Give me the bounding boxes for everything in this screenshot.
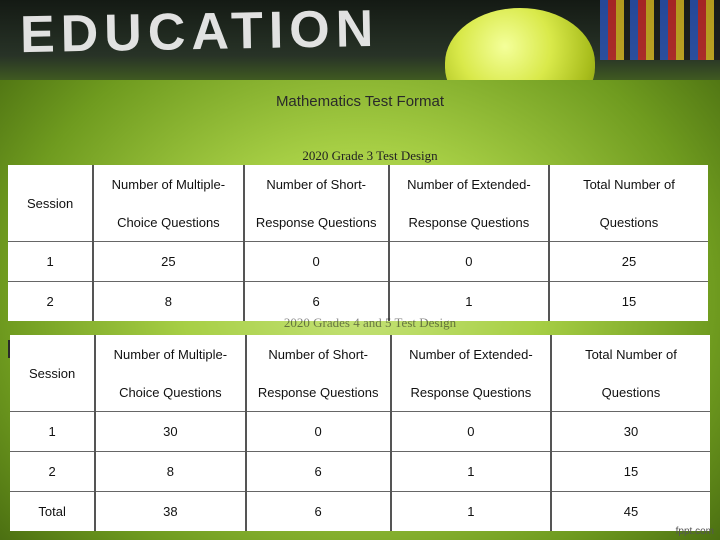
header-extended-response: Number of Extended- <box>389 165 549 203</box>
grades45-table <box>10 335 710 531</box>
header-multiple-choice: Number of Multiple- <box>95 335 245 373</box>
table-row <box>8 242 708 282</box>
cell-extended-response: 0 <box>389 242 549 282</box>
header-session: Session <box>10 335 95 412</box>
table-row <box>10 452 710 492</box>
header-extended-response-2: Response Questions <box>389 203 549 242</box>
header-multiple-choice-2: Choice Questions <box>93 203 243 242</box>
header-short-response: Number of Short- <box>246 335 391 373</box>
banner-word: EDUCATION <box>19 0 380 65</box>
cell-extended-response: 1 <box>391 452 551 492</box>
table1-caption: 2020 Grade 3 Test Design <box>302 148 438 163</box>
table-row <box>10 492 710 532</box>
slide-title: Mathematics Test Format <box>275 93 445 110</box>
header-session: Session <box>8 165 93 242</box>
cell-short-response: 6 <box>246 492 391 532</box>
cell-short-response: 6 <box>244 282 389 322</box>
banner-image <box>0 0 720 80</box>
cell-multiple-choice: 30 <box>95 412 245 452</box>
cell-multiple-choice: 25 <box>93 242 243 282</box>
cell-session: 1 <box>8 242 93 282</box>
cell-session: 2 <box>8 282 93 322</box>
cell-short-response: 0 <box>244 242 389 282</box>
cell-multiple-choice: 38 <box>95 492 245 532</box>
table2-caption: 2020 Grades 4 and 5 Test Design <box>283 315 457 330</box>
cell-total: 15 <box>549 282 708 322</box>
header-extended-response-2: Response Questions <box>391 373 551 412</box>
cell-extended-response: 1 <box>389 282 549 322</box>
cell-total: 45 <box>551 492 710 532</box>
header-total-2: Questions <box>601 384 661 400</box>
header-multiple-choice-2: Choice Questions <box>95 373 245 412</box>
header-short-response-2: Response Questions <box>244 203 389 242</box>
cell-multiple-choice: 8 <box>95 452 245 492</box>
cell-short-response: 0 <box>246 412 391 452</box>
cell-short-response: 6 <box>246 452 391 492</box>
header-extended-response: Number of Extended- <box>391 335 551 373</box>
header-total-2: Questions <box>599 214 659 230</box>
cell-session: 1 <box>10 412 95 452</box>
apple-image <box>445 8 595 80</box>
cell-extended-response: 1 <box>391 492 551 532</box>
cell-session: 2 <box>10 452 95 492</box>
cell-extended-response: 0 <box>391 412 551 452</box>
header-short-response: Number of Short- <box>244 165 389 203</box>
header-multiple-choice: Number of Multiple- <box>93 165 243 203</box>
header-total: Total Number of <box>585 346 677 362</box>
table-row <box>10 412 710 452</box>
cell-multiple-choice: 8 <box>93 282 243 322</box>
cell-total: 15 <box>551 452 710 492</box>
cell-session: Total <box>10 492 95 532</box>
pencils-image <box>600 0 720 60</box>
cell-total: 25 <box>549 242 708 282</box>
header-total: Total Number of <box>583 176 675 192</box>
cell-total: 30 <box>551 412 710 452</box>
watermark: fppt.com <box>675 526 714 537</box>
header-short-response-2: Response Questions <box>246 373 391 412</box>
grade3-table <box>8 165 708 321</box>
